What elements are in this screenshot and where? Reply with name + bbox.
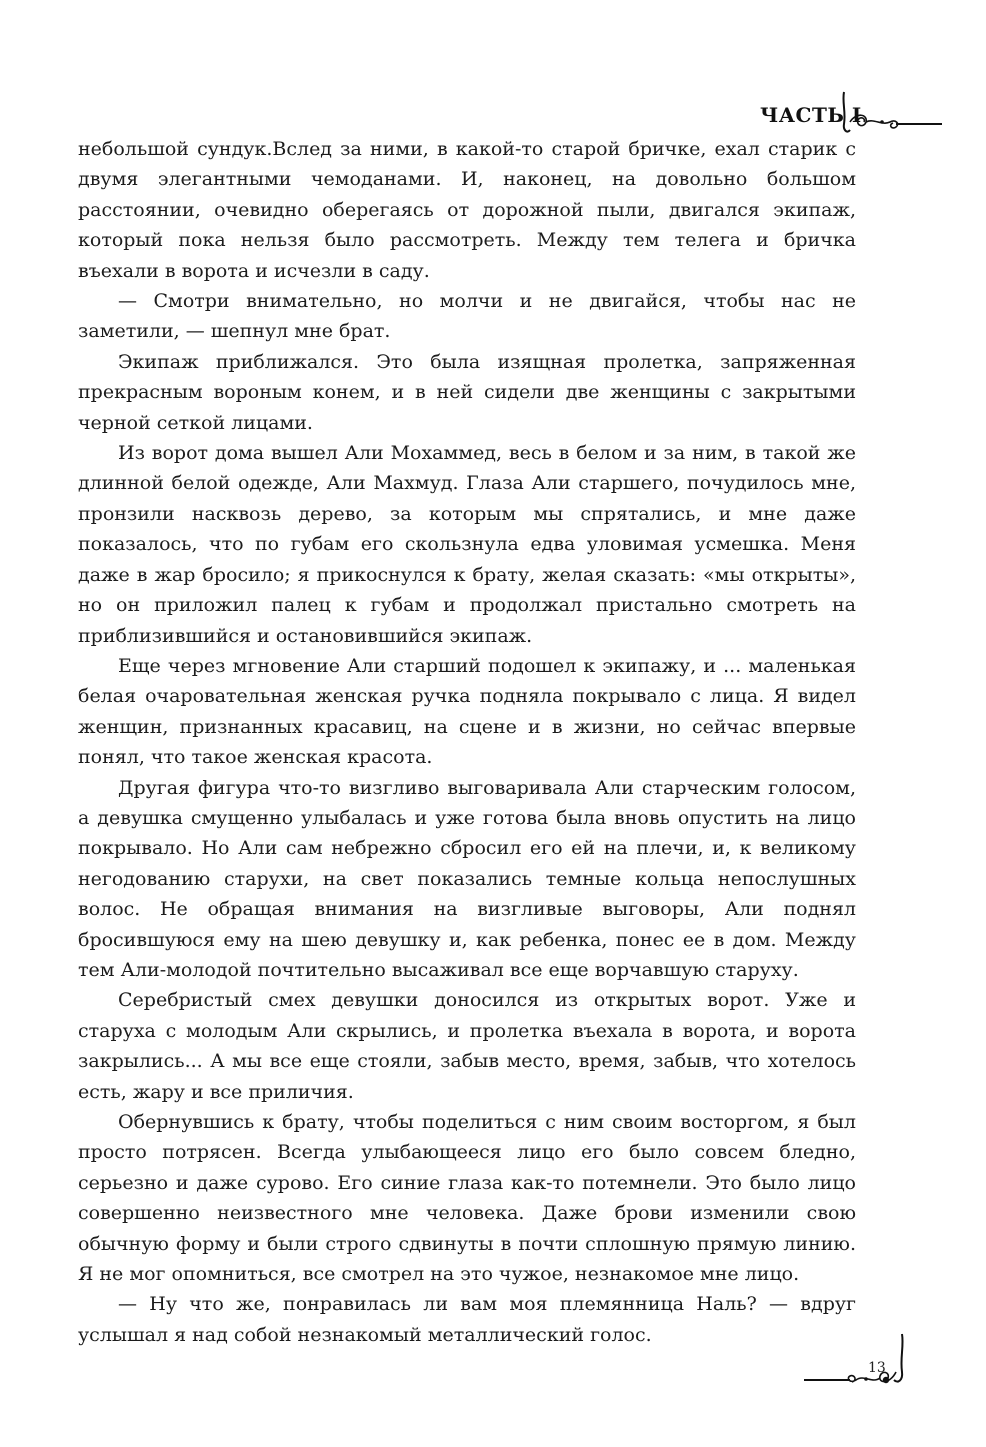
paragraph: — Смотри внимательно, но молчи и не двигайся, чтобы нас не заметили, — шепнул мне брат. <box>78 290 856 343</box>
page-number: 13 <box>868 1360 886 1376</box>
paragraph: небольшой сундук.Вслед за ними, в какой-то старой бричке, ехал старик с двумя элегантными чемоданами. И, наконец, на довольно большом расстоянии, очевидно оберегаясь от дорожной пыли, двигался экипаж, который пока нельзя было рассмотреть. Между тем телега и бричка въехали в ворота и исчезли в саду. <box>78 138 856 282</box>
running-head: ЧАСТЬ I <box>760 103 862 127</box>
paragraph: Другая фигура что-то визгливо выговаривала Али старческим голосом, а девушка смущенно улыбалась и уже готова была вновь опустить на лицо покрывало. Но Али сам небрежно сбросил его ей на плечи, и, к великому негодованию старухи, на свет показались темные кольца непослушных волос. Не обращая внимания на визгливые выговоры, Али поднял бросившуюся ему на шею девушку и, как ребенка, понес ее в дом. Между тем Али-молодой почтительно высаживал все еще ворчавшую старуху. <box>78 776 856 981</box>
flourish-ornament-icon <box>838 88 948 138</box>
paragraph: Экипаж приближался. Это была изящная пролетка, запряженная прекрасным вороным конем, и в ней сидели две женщины с закрытыми черной сеткой лицами. <box>78 350 856 434</box>
paragraph: Из ворот дома вышел Али Мохаммед, весь в белом и за ним, в такой же длинной белой одежде, Али Махмуд. Глаза Али старшего, почудилось мне, пронзили насквозь дерево, за которым мы спрятались, и мне даже показалось, что по губам его скользнула едва уловимая усмешка. Меня даже в жар бросило; я прикоснулся к брату, желая сказать: «мы открыты», но он приложил палец к губам и продолжал пристально смотреть на приблизившийся и остановившийся экипаж. <box>78 442 856 647</box>
paragraph: — Ну что же, понравилась ли вам моя племянница Наль? — вдруг услышал я над собой незнакомый металлический голос. <box>78 1293 856 1346</box>
paragraph: Еще через мгновение Али старший подошел к экипажу, и ... маленькая белая очаровательная женская ручка подняла покрывало с лица. Я видел женщин, признанных красавиц, на сцене и в жизни, но сейчас впервые понял, что такое женская красота. <box>78 654 856 769</box>
paragraph: Обернувшись к брату, чтобы поделиться с ним своим восторгом, я был просто потрясен. Всегда улыбающееся лицо его было совсем бледно, серьезно и даже сурово. Его синие глаза как-то потемнели. Это было лицо совершенно неизвестного мне человека. Даже брови изменили свою обычную форму и были строго сдвинуты в почти сплошную прямую линию. Я не мог опомниться, все смотрел на это чужое, незнакомое мне лицо. <box>78 1111 856 1286</box>
flourish-ornament-icon <box>800 1332 920 1402</box>
main-text <box>78 134 856 1350</box>
paragraph: Серебристый смех девушки доносился из открытых ворот. Уже и старуха с молодым Али скрылись, и пролетка въехала в ворота, и ворота закрылись... А мы все еще стояли, забыв место, время, забыв, что хотелось есть, жару и все приличия. <box>78 989 856 1103</box>
